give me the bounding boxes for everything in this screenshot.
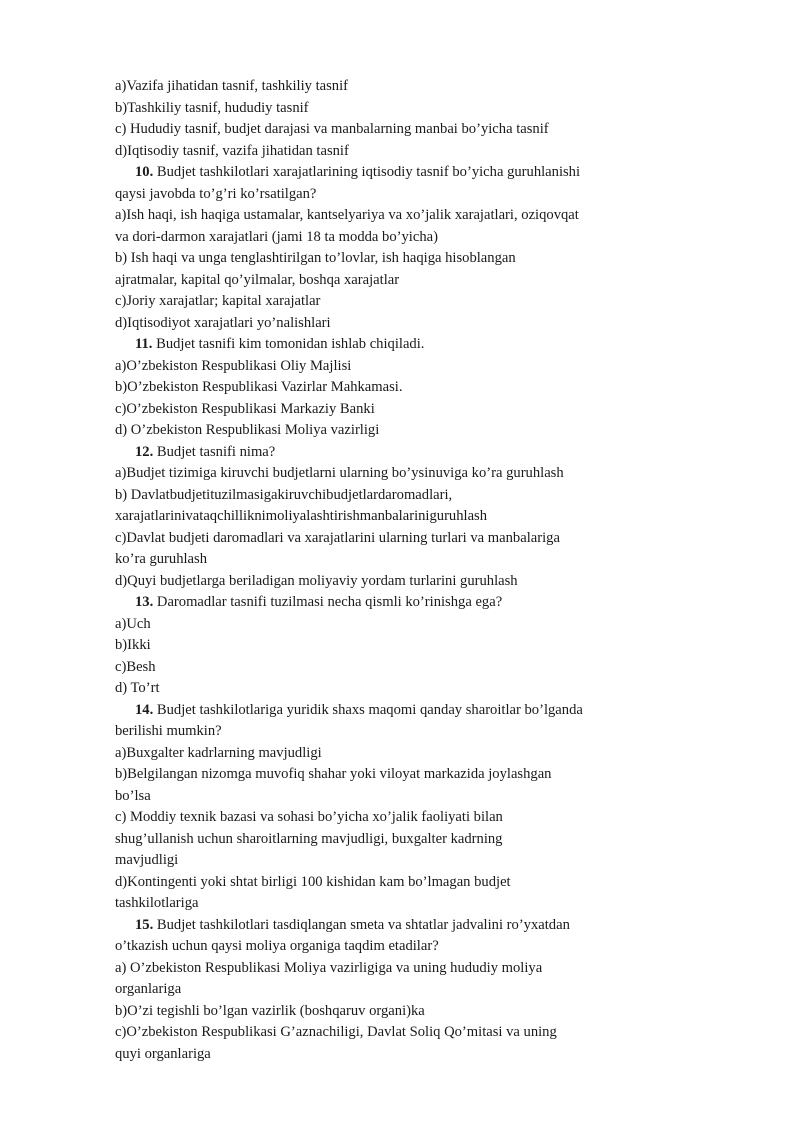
answer-option: c)O’zbekiston Respublikasi G’aznachiligi, Davlat Soliq Qo’mitasi va uning bbox=[115, 1024, 557, 1040]
answer-option: d) To’rt bbox=[115, 680, 160, 696]
answer-option: a)Buxgalter kadrlarning mavjudligi bbox=[115, 744, 322, 761]
question-number: 15. bbox=[135, 916, 154, 933]
question-text-continued: berilishi mumkin? bbox=[115, 723, 222, 739]
answer-option: c)Besh bbox=[115, 658, 156, 675]
answer-option: a) O’zbekiston Respublikasi Moliya vazirligiga va uning hududiy moliya bbox=[115, 959, 543, 976]
question-block bbox=[115, 334, 660, 442]
answer-option: b) Ish haqi va unga tenglashtirilgan to’lovlar, ish haqiga hisoblangan bbox=[115, 250, 516, 266]
answer-option: xarajatlarinivataqchilliknimoliyalashtirishmanbalariniguruhlash bbox=[115, 508, 488, 524]
answer-option: va dori-darmon xarajatlari (jami 18 ta modda bo’yicha) bbox=[115, 228, 438, 245]
answer-option: ko’ra guruhlash bbox=[115, 551, 207, 567]
answer-option: d)Iqtisodiy tasnif, vazifa jihatidan tasnif bbox=[115, 142, 349, 159]
question-text: 14. Budjet tashkilotlariga yuridik shaxs maqomi qanday sharoitlar bo’lganda bbox=[135, 701, 583, 718]
answer-option: d) O’zbekiston Respublikasi Moliya vazirligi bbox=[115, 422, 380, 438]
question-number: 10. bbox=[135, 164, 154, 180]
answer-option: shug’ullanish uchun sharoitlarning mavjudligi, buxgalter kadrning bbox=[115, 830, 503, 847]
answer-option: a)O’zbekiston Respublikasi Oliy Majlisi bbox=[115, 357, 352, 374]
answer-option: c)O’zbekiston Respublikasi Markaziy Banki bbox=[115, 400, 375, 417]
answer-option: a)Budjet tizimiga kiruvchi budjetlarni ularning bo’ysinuviga ko’ra guruhlash bbox=[115, 465, 564, 481]
answer-option: a)Vazifa jihatidan tasnif, tashkiliy tasnif bbox=[115, 78, 349, 94]
answer-option: c) Hududiy tasnif, budjet darajasi va manbalarning manbai bo’yicha tasnif bbox=[115, 121, 549, 137]
question-number: 12. bbox=[135, 443, 154, 460]
answer-option: tashkilotlariga bbox=[115, 895, 199, 911]
question-text: 13. Daromadlar tasnifi tuzilmasi necha qismli ko’rinishga ega? bbox=[135, 594, 503, 610]
question-text: 12. Budjet tasnifi nima? bbox=[135, 443, 276, 460]
answer-option: d)Iqtisodiyot xarajatlari yo’nalishlari bbox=[115, 314, 331, 331]
question-number: 11. bbox=[135, 336, 153, 352]
question-text: 10. Budjet tashkilotlari xarajatlarining iqtisodiy tasnif bo’yicha guruhlanishi bbox=[135, 164, 581, 180]
answer-option: a)Uch bbox=[115, 615, 151, 632]
question-block bbox=[115, 162, 660, 334]
document-body bbox=[115, 76, 660, 1065]
answer-option: b)O’zbekiston Respublikasi Vazirlar Mahkamasi. bbox=[115, 379, 403, 395]
answer-option: c) Moddiy texnik bazasi va sohasi bo’yicha xo’jalik faoliyati bilan bbox=[115, 809, 503, 825]
question-text-continued: o’tkazish uchun qaysi moliya organiga taqdim etadilar? bbox=[115, 938, 439, 954]
answer-option: b)Ikki bbox=[115, 637, 151, 653]
answer-option: organlariga bbox=[115, 981, 182, 997]
answer-option: d)Quyi budjetlarga beriladigan moliyaviy yordam turlarini guruhlash bbox=[115, 572, 518, 589]
question-block bbox=[115, 592, 660, 700]
answer-option: b)Belgilangan nizomga muvofiq shahar yoki viloyat markazida joylashgan bbox=[115, 766, 552, 782]
answer-option: c)Davlat budjeti daromadlari va xarajatlarini ularning turlari va manbalariga bbox=[115, 529, 560, 546]
question-number: 13. bbox=[135, 594, 154, 610]
answer-option: ajratmalar, kapital qo’yilmalar, boshqa xarajatlar bbox=[115, 271, 400, 288]
answer-option: bo’lsa bbox=[115, 787, 151, 804]
question-number: 14. bbox=[135, 701, 154, 718]
answer-option: c)Joriy xarajatlar; kapital xarajatlar bbox=[115, 293, 321, 309]
answer-option: d)Kontingenti yoki shtat birligi 100 kishidan kam bo’lmagan budjet bbox=[115, 873, 511, 890]
answer-option: mavjudligi bbox=[115, 852, 179, 868]
question-block bbox=[115, 915, 660, 1066]
question-text-continued: qaysi javobda to’g’ri ko’rsatilgan? bbox=[115, 185, 317, 202]
answer-option: a)Ish haqi, ish haqiga ustamalar, kantselyariya va xo’jalik xarajatlari, oziqovqat bbox=[115, 207, 579, 223]
question-block bbox=[115, 442, 660, 593]
answer-option: b) Davlatbudjetituzilmasigakiruvchibudjetlardaromadlari, bbox=[115, 486, 453, 503]
question-text: 15. Budjet tashkilotlari tasdiqlangan smeta va shtatlar jadvalini ro’yxatdan bbox=[135, 916, 570, 933]
answer-option: quyi organlariga bbox=[115, 1045, 211, 1062]
question-text: 11. Budjet tasnifi kim tomonidan ishlab chiqiladi. bbox=[135, 336, 425, 352]
answer-option: b)Tashkiliy tasnif, hududiy tasnif bbox=[115, 99, 309, 116]
question-block bbox=[115, 700, 660, 915]
answer-option: b)O’zi tegishli bo’lgan vazirlik (boshqaruv organi)ka bbox=[115, 1002, 425, 1019]
